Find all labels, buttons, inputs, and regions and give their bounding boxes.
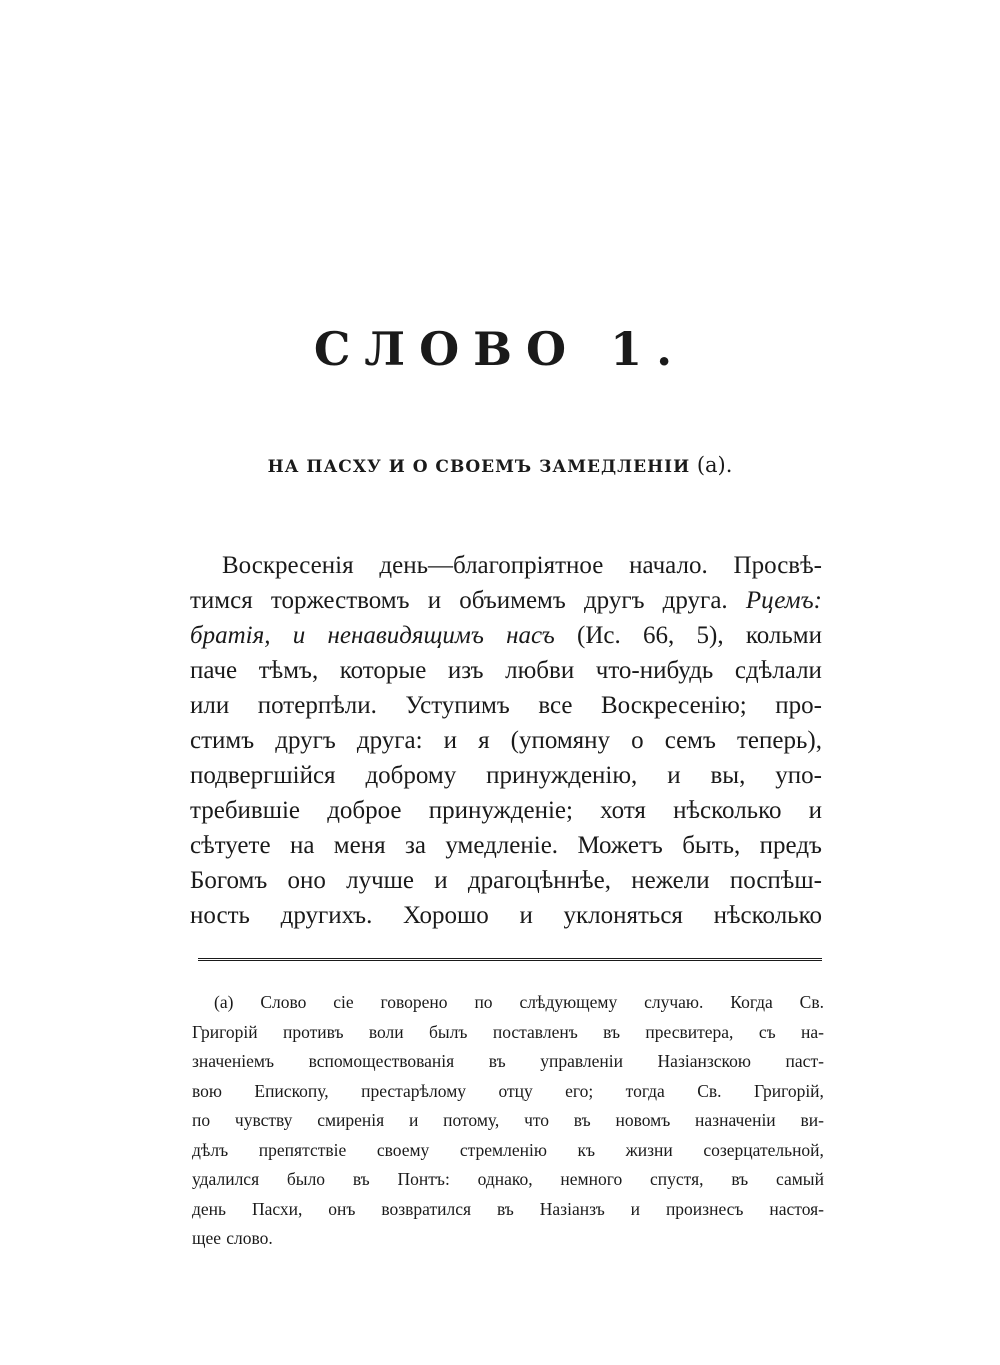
word: ви-	[800, 1110, 824, 1130]
word: въ	[488, 1051, 506, 1071]
word: сіе	[333, 992, 354, 1012]
word: Воскресенію;	[601, 692, 747, 719]
word: и	[667, 762, 681, 789]
footnote-reference: (а).	[696, 453, 733, 477]
text-line	[190, 793, 822, 828]
word: на	[289, 832, 315, 859]
word: хотя	[600, 797, 646, 824]
word: Понтъ:	[397, 1169, 450, 1189]
text-line	[190, 723, 822, 758]
footnote	[192, 988, 824, 1254]
word: ненавидящимъ	[327, 622, 484, 649]
word: и	[443, 727, 457, 754]
word: онъ	[328, 1198, 356, 1219]
word: все	[538, 692, 573, 719]
footnote-line	[192, 1165, 824, 1195]
word: сѣтуете	[190, 832, 271, 859]
word: паче	[190, 657, 238, 684]
word: другихъ.	[280, 902, 373, 929]
word: и	[434, 867, 448, 894]
word: слѣдующему	[519, 992, 618, 1012]
text-line	[190, 863, 822, 898]
footnote-divider	[198, 958, 822, 961]
word: значеніемъ	[192, 1051, 275, 1071]
word: день	[192, 1198, 227, 1219]
word: возвратился	[381, 1198, 472, 1219]
word: чувству	[234, 1110, 293, 1130]
main-text	[190, 548, 822, 933]
word: паст-	[785, 1051, 824, 1071]
word: былъ	[429, 1021, 468, 1042]
word: поспѣш-	[729, 867, 822, 894]
word: (а)	[214, 992, 234, 1012]
word: предъ	[759, 832, 822, 859]
word: смиренія	[317, 1110, 385, 1130]
word: (Ис.	[577, 622, 621, 649]
word: тимся	[190, 587, 253, 614]
footnote-line	[192, 1047, 824, 1077]
word: кольми	[745, 622, 822, 649]
word: любви	[505, 657, 575, 684]
word: нѣсколько	[673, 797, 782, 824]
footnote-line	[192, 988, 824, 1018]
word: и	[519, 902, 533, 929]
word: спустя,	[650, 1169, 704, 1189]
word: его;	[565, 1080, 594, 1101]
word: было	[286, 1169, 326, 1189]
word: день—благопріятное	[379, 552, 604, 579]
word: случаю.	[644, 992, 704, 1012]
word: Епископу,	[254, 1080, 329, 1101]
word: объимемъ	[459, 587, 566, 614]
word: престарѣлому	[361, 1080, 467, 1101]
word: созерцательной,	[703, 1139, 824, 1160]
word: и	[292, 622, 306, 649]
word: друга:	[356, 727, 423, 754]
footnote-line	[192, 1195, 824, 1225]
word: драгоцѣннѣе,	[467, 867, 611, 894]
footnote-line	[192, 1106, 824, 1136]
text-line	[190, 828, 822, 863]
word: слово.	[226, 1228, 273, 1248]
word: доброму	[365, 762, 457, 789]
word: Григорій,	[753, 1080, 824, 1101]
word: съ	[758, 1021, 776, 1042]
word: удалился	[192, 1169, 260, 1189]
word: быть,	[682, 832, 741, 859]
text-line	[190, 548, 822, 583]
word: братія,	[190, 622, 271, 649]
word: однако,	[477, 1169, 533, 1189]
word: нѣсколько	[713, 902, 822, 929]
footnote-line	[192, 1077, 824, 1107]
word: 66,	[643, 622, 675, 649]
word: дѣлъ	[192, 1139, 229, 1160]
word: друга.	[662, 587, 728, 614]
word: на-	[801, 1021, 824, 1042]
word: назначеніи	[695, 1110, 776, 1130]
word: торжествомъ	[270, 587, 410, 614]
footnote-line	[192, 1018, 824, 1048]
word: къ	[577, 1139, 596, 1160]
word: Назіанзъ	[539, 1198, 605, 1219]
word: и	[408, 1110, 419, 1130]
word: Св.	[799, 992, 824, 1012]
word: тѣмъ,	[258, 657, 319, 684]
word: новомъ	[615, 1110, 671, 1130]
word: стимъ	[190, 727, 255, 754]
text-line	[190, 758, 822, 793]
word: пресвитера,	[645, 1021, 734, 1042]
word: потерпѣли.	[257, 692, 377, 719]
sermon-subtitle	[0, 453, 1000, 477]
word: меня	[333, 832, 386, 859]
word: Григорій	[192, 1021, 258, 1042]
word: въ	[496, 1198, 514, 1219]
word: Слово	[260, 992, 307, 1012]
word: поставленъ	[492, 1021, 578, 1042]
word: что	[524, 1110, 550, 1130]
word: семъ	[664, 727, 716, 754]
word: про-	[775, 692, 822, 719]
word: Рцемъ:	[745, 587, 822, 614]
word: вою	[192, 1080, 222, 1101]
word: препятствіе	[258, 1139, 347, 1160]
word: теперь),	[737, 727, 822, 754]
word: принужденію,	[486, 762, 638, 789]
word: Можетъ	[577, 832, 663, 859]
word: начало.	[629, 552, 708, 579]
word: потому,	[443, 1110, 500, 1130]
text-line	[190, 583, 822, 618]
word: по	[474, 992, 493, 1012]
word: Св.	[697, 1080, 722, 1101]
word: въ	[573, 1110, 591, 1130]
word: противъ	[282, 1021, 344, 1042]
word: оно	[287, 867, 326, 894]
word: ность	[190, 902, 250, 929]
word: воли	[368, 1021, 404, 1042]
word: насъ	[506, 622, 555, 649]
word: произнесъ	[665, 1198, 744, 1219]
word: за	[404, 832, 426, 859]
word: въ	[731, 1169, 749, 1189]
word: умедленіе.	[445, 832, 559, 859]
footnote-line	[192, 1224, 824, 1254]
word: лучше	[346, 867, 415, 894]
word: или	[190, 692, 230, 719]
word: отцу	[498, 1080, 533, 1101]
word: немного	[560, 1169, 623, 1189]
word: что-нибудь	[595, 657, 714, 684]
subtitle-text: НА ПАСХУ И О СВОЕМЪ ЗАМЕДЛЕНІИ	[267, 457, 691, 477]
text-line	[190, 688, 822, 723]
word: говорено	[380, 992, 448, 1012]
word: (упомяну	[510, 727, 611, 754]
word: вы,	[710, 762, 746, 789]
word: настоя-	[769, 1198, 824, 1219]
word: Назіанзскою	[657, 1051, 751, 1071]
word: нежели	[631, 867, 710, 894]
text-line	[190, 618, 822, 653]
word: о	[631, 727, 644, 754]
word: вспомоществованія	[308, 1051, 455, 1071]
word: упо-	[775, 762, 822, 789]
word: доброе	[327, 797, 402, 824]
word: Богомъ	[190, 867, 268, 894]
word: уклоняться	[563, 902, 683, 929]
word: Хорошо	[403, 902, 489, 929]
word: подвергшійся	[190, 762, 336, 789]
word: другъ	[583, 587, 645, 614]
word: въ	[352, 1169, 370, 1189]
word: Пасхи,	[251, 1198, 303, 1219]
word: и	[808, 797, 822, 824]
word: Когда	[730, 992, 773, 1012]
text-line	[190, 898, 822, 933]
word: 5),	[696, 622, 724, 649]
sermon-title: СЛОВО 1.	[313, 322, 687, 376]
word: по	[192, 1110, 211, 1130]
word: стремленію	[459, 1139, 547, 1160]
word: щее	[192, 1228, 222, 1248]
word: Уступимъ	[405, 692, 510, 719]
footnote-line	[192, 1136, 824, 1166]
word: въ	[603, 1021, 621, 1042]
word: и	[427, 587, 442, 614]
word: Просвѣ-	[733, 552, 822, 579]
word: требившіе	[190, 797, 301, 824]
word: изъ	[447, 657, 484, 684]
word: я	[478, 727, 490, 754]
text-line	[190, 653, 822, 688]
word: самый	[775, 1169, 824, 1189]
word: своему	[376, 1139, 430, 1160]
word: сдѣлали	[734, 657, 822, 684]
word: принужденіе;	[428, 797, 573, 824]
word: другъ	[275, 727, 336, 754]
word: управленіи	[540, 1051, 623, 1071]
word: жизни	[625, 1139, 673, 1160]
word: и	[630, 1198, 641, 1219]
word: Воскресенія	[222, 552, 354, 579]
word: которые	[339, 657, 427, 684]
word: тогда	[625, 1080, 665, 1101]
